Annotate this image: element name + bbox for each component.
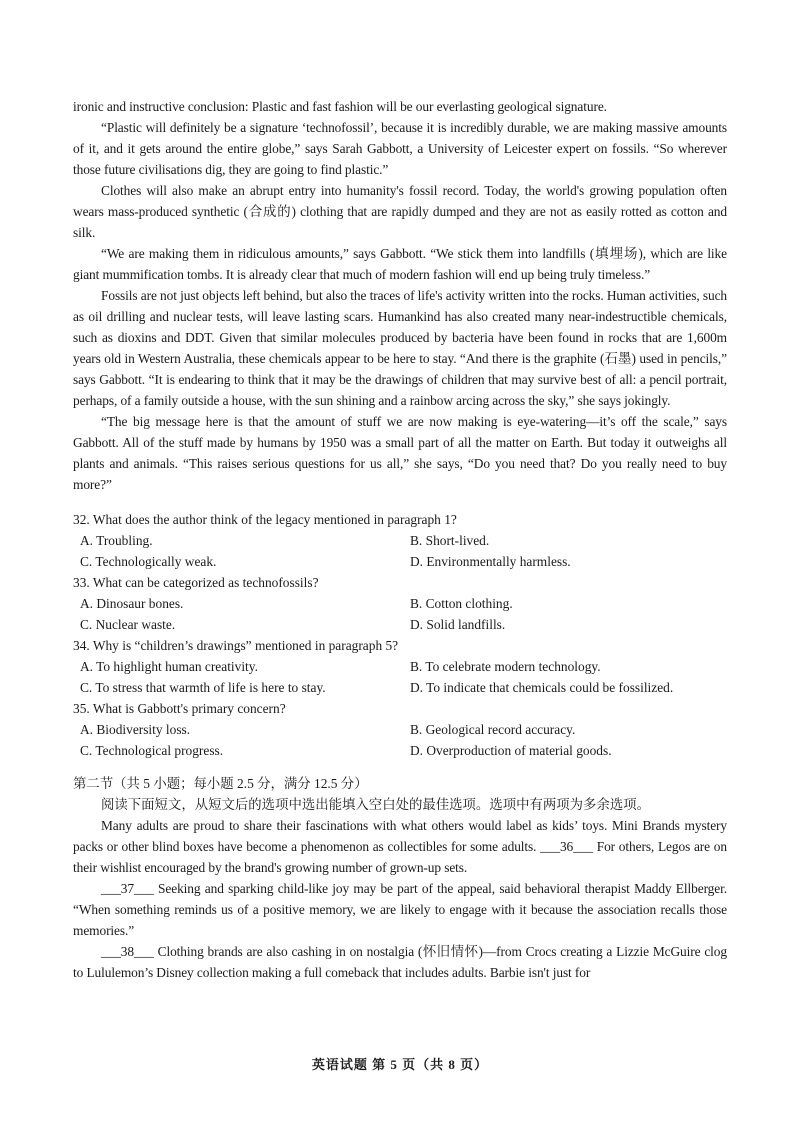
section-2 xyxy=(73,773,727,983)
question-34 xyxy=(73,635,727,698)
passage-paragraph-4: “We are making them in ridiculous amounts,” says Gabbott. “We stick them into landfills (填埋场), which are like giant mummification tombs. It is already clear that much of modern fashion will end up being truly timeless.” xyxy=(73,246,727,282)
option-b: B. Geological record accuracy. xyxy=(410,722,576,737)
passage-paragraph-3: Clothes will also make an abrupt entry into humanity's fossil record. Today, the world's growing population often wears mass-produced synthetic (合成的) clothing that are rapidly dumped and they are not as easily rotted as cotton and silk. xyxy=(73,183,727,240)
option-d: D. Environmentally harmless. xyxy=(410,554,571,569)
option-b: B. Short-lived. xyxy=(410,533,490,548)
option-d: D. Solid landfills. xyxy=(410,617,506,632)
question-stem: 35. What is Gabbott's primary concern? xyxy=(73,701,286,716)
question-stem: 32. What does the author think of the legacy mentioned in paragraph 1? xyxy=(73,512,457,527)
section-instruction: 阅读下面短文，从短文后的选项中选出能填入空白处的最佳选项。选项中有两项为多余选项。 xyxy=(101,797,651,812)
page-footer: 英语试题 第 5 页（共 8 页） xyxy=(311,1057,489,1072)
question-stem: 33. What can be categorized as technofossils? xyxy=(73,575,319,590)
passage-paragraph-5: Fossils are not just objects left behind, but also the traces of life's activity written into the rocks. Human activities, such as oil drilling and nuclear tests, will leave lasting scars. Humankind has also created many near-indestructible chemicals, such as dioxins and DDT. Given that similar molecules produced by bacteria have been found in rocks that are 1,600m years old in Western Australia, these chemicals appear to be here to stay. “And there is the graphite (石墨) used in pencils,” says Gabbott. “It is endearing to think that it may be the drawings of children that may survive best of all: a pencil portrait, perhaps, of a family outside a house, with the sun shining and a rainbow arcing across the sky,” she says jokingly. xyxy=(73,288,728,408)
option-d: D. Overproduction of material goods. xyxy=(410,743,612,758)
question-32 xyxy=(73,509,727,572)
question-stem: 34. Why is “children’s drawings” mentioned in paragraph 5? xyxy=(73,638,399,653)
option-c: C. Technologically weak. xyxy=(80,554,217,569)
option-d: D. To indicate that chemicals could be fossilized. xyxy=(410,680,674,695)
option-c: C. Technological progress. xyxy=(80,743,224,758)
question-33 xyxy=(73,572,727,635)
option-a: A. Dinosaur bones. xyxy=(80,596,184,611)
options xyxy=(73,719,727,761)
options xyxy=(73,656,727,698)
option-a: A. To highlight human creativity. xyxy=(80,659,258,674)
option-a: A. Biodiversity loss. xyxy=(80,722,191,737)
option-c: C. To stress that warmth of life is here to stay. xyxy=(80,680,326,695)
question-35 xyxy=(73,698,727,761)
cloze-paragraph-2: ___37___ Seeking and sparking child-like joy may be part of the appeal, said behavioral therapist Maddy Ellberger. “When something reminds us of a positive memory, we are likely to engage with it because the association recalls those memories.” xyxy=(73,881,727,938)
option-c: C. Nuclear waste. xyxy=(80,617,176,632)
passage-paragraph-2: “Plastic will definitely be a signature ‘technofossil’, because it is incredibly durable, we are making massive amounts of it, and it gets around the entire globe,” says Sarah Gabbott, a University of Leicester expert on fossils. “So wherever those future civilisations dig, they are going to find plastic.” xyxy=(73,120,727,177)
options xyxy=(73,593,727,635)
question-list xyxy=(73,509,727,761)
reading-passage xyxy=(73,96,727,495)
option-b: B. To celebrate modern technology. xyxy=(410,659,601,674)
option-b: B. Cotton clothing. xyxy=(410,596,513,611)
section-heading: 第二节（共 5 小题；每小题 2.5 分，满分 12.5 分） xyxy=(73,776,368,791)
option-a: A. Troubling. xyxy=(80,533,153,548)
exam-page xyxy=(73,96,727,983)
passage-paragraph-1: ironic and instructive conclusion: Plastic and fast fashion will be our everlasting geological signature. xyxy=(73,99,607,114)
passage-paragraph-6: “The big message here is that the amount of stuff we are now making is eye-watering—it’s off the scale,” says Gabbott. All of the stuff made by humans by 1950 was a small part of all the matter on Earth. But today it outweighs all plants and animals. “This raises serious questions for us all,” she says, “Do you need that? Do you really need to buy more?” xyxy=(73,414,727,492)
cloze-paragraph-3: ___38___ Clothing brands are also cashing in on nostalgia (怀旧情怀)—from Crocs creating a Lizzie McGuire clog to Lululemon’s Disney collection making a full comeback that includes adults. Barbie isn't just for xyxy=(73,944,727,980)
cloze-paragraph-1: Many adults are proud to share their fascinations with what others would label as kids’ toys. Mini Brands mystery packs or other blind boxes have become a phenomenon as collectibles for some adults. ___36___ For others, Legos are on their wishlist encouraged by the brand's growing number of grown-up sets. xyxy=(73,818,727,875)
options xyxy=(73,530,727,572)
